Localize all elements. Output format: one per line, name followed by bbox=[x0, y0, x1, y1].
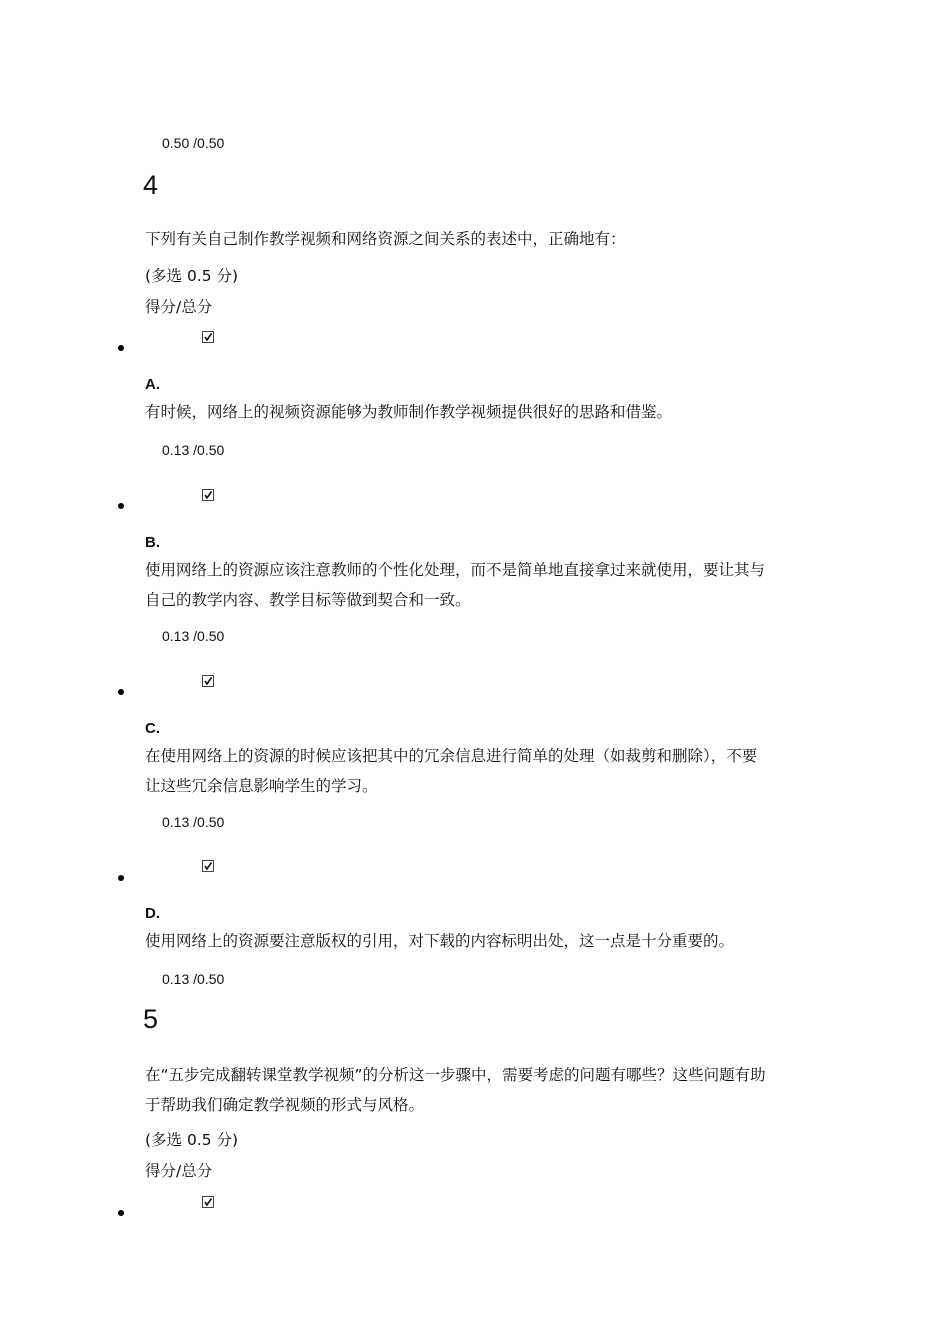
bullet-icon bbox=[118, 875, 124, 881]
bullet-icon bbox=[118, 503, 124, 509]
checkbox-checked-icon[interactable] bbox=[202, 1196, 214, 1208]
option-letter: A. bbox=[145, 376, 160, 393]
option-score: 0.13 /0.50 bbox=[162, 814, 225, 830]
option-text: 有时候，网络上的视频资源能够为教师制作教学视频提供很好的思路和借鉴。 bbox=[145, 403, 673, 421]
question-number: 4 bbox=[143, 170, 159, 200]
question-text: 下列有关自己制作教学视频和网络资源之间关系的表述中，正确地有： bbox=[145, 230, 626, 248]
option-letter: C. bbox=[145, 720, 160, 737]
checkbox-checked-icon[interactable] bbox=[202, 860, 214, 872]
bullet-icon bbox=[118, 1210, 124, 1216]
question-number: 5 bbox=[143, 1004, 159, 1034]
question-type: (多选 0.5 分) bbox=[145, 1131, 239, 1149]
option-text-line-1: 使用网络上的资源应该注意教师的个性化处理，而不是简单地直接拿过来就使用，要让其与 bbox=[145, 561, 766, 579]
option-letter: D. bbox=[145, 905, 160, 922]
checkbox-checked-icon[interactable] bbox=[202, 489, 214, 501]
option-score: 0.13 /0.50 bbox=[162, 971, 225, 987]
question-type: (多选 0.5 分) bbox=[145, 267, 239, 285]
previous-question-score: 0.50 /0.50 bbox=[162, 135, 225, 151]
question-text-line-1: 在“五步完成翻转课堂教学视频”的分析这一步骤中，需要考虑的问题有哪些？这些问题有助 bbox=[145, 1066, 766, 1084]
bullet-icon bbox=[118, 345, 124, 351]
bullet-icon bbox=[118, 689, 124, 695]
option-text-line-2: 让这些冗余信息影响学生的学习。 bbox=[145, 777, 378, 795]
option-text: 使用网络上的资源要注意版权的引用，对下载的内容标明出处，这一点是十分重要的。 bbox=[145, 932, 735, 950]
checkbox-checked-icon[interactable] bbox=[202, 331, 214, 343]
question-text-line-2: 于帮助我们确定教学视频的形式与风格。 bbox=[145, 1096, 425, 1114]
score-header: 得分/总分 bbox=[145, 298, 213, 316]
score-header: 得分/总分 bbox=[145, 1162, 213, 1180]
option-text-line-2: 自己的教学内容、教学目标等做到契合和一致。 bbox=[145, 591, 471, 609]
option-text-line-1: 在使用网络上的资源的时候应该把其中的冗余信息进行简单的处理（如裁剪和删除），不要 bbox=[145, 747, 758, 765]
option-score: 0.13 /0.50 bbox=[162, 628, 225, 644]
option-score: 0.13 /0.50 bbox=[162, 442, 225, 458]
checkbox-checked-icon[interactable] bbox=[202, 675, 214, 687]
option-letter: B. bbox=[145, 534, 160, 551]
